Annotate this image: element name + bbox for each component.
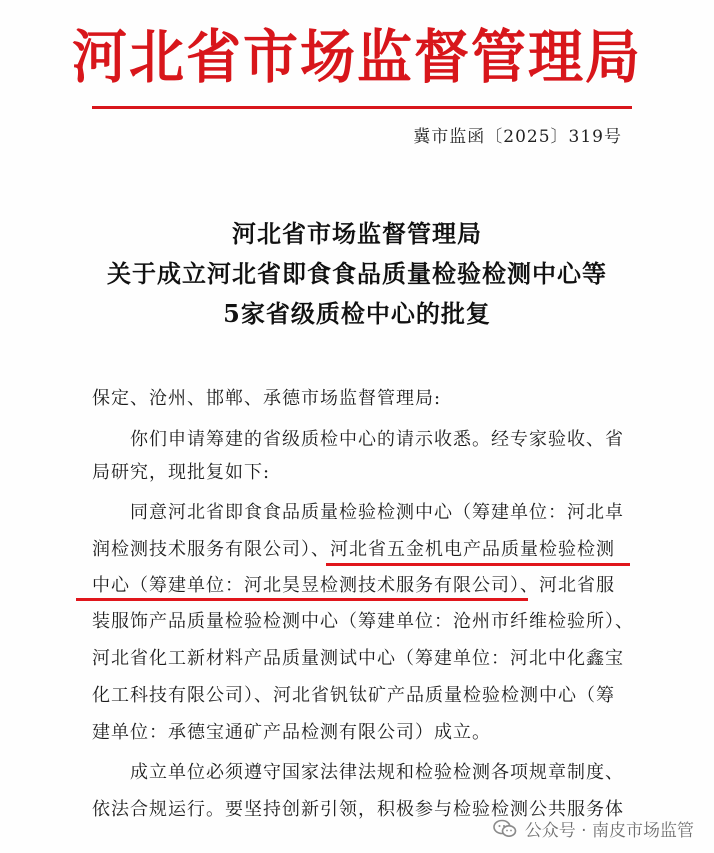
para3-line2: 依法合规运行。要坚持创新引领，积极参与检验检测公共服务体 — [92, 799, 624, 820]
red-underline-2 — [76, 598, 528, 601]
title-line-3: 5家省级质检中心的批复 — [223, 299, 491, 328]
para2-line4: 装服饰产品质量检验检测中心（筹建单位：沧州市纤维检验所）、 — [92, 611, 634, 632]
title-line-1: 河北省市场监督管理局 — [232, 219, 482, 248]
document-number: 冀市监函〔2025〕319号 — [413, 127, 622, 147]
red-underline-1 — [326, 563, 630, 566]
org-header-title: 河北省市场监督管理局 — [71, 22, 642, 91]
document-title — [0, 214, 714, 334]
para2-line5: 河北省化工新材料产品质量测试中心（筹建单位：河北中化鑫宝 — [92, 648, 624, 669]
para1-line1: 你们申请筹建的省级质检中心的请示收悉。经专家验收、省 — [130, 429, 624, 450]
para2-line7: 建单位：承德宝通矿产品检测有限公司）成立。 — [92, 722, 491, 743]
para2-line2 — [92, 535, 632, 561]
para2-line1: 同意河北省即食食品质量检验检测中心（筹建单位：河北卓 — [130, 502, 624, 523]
para2-line6: 化工科技有限公司）、河北省钒钛矿产品质量检验检测中心（筹 — [92, 685, 615, 706]
para2-line3 — [92, 571, 632, 597]
para2-line3-part-b: 、河北省服 — [520, 575, 615, 596]
addressees-line: 保定、沧州、邯郸、承德市场监督管理局: — [92, 388, 442, 409]
para2-line2-part-a: 润检测技术服务有限公司）、 — [92, 539, 330, 560]
watermark — [493, 816, 694, 841]
title-line-2: 关于成立河北省即食食品质量检验检测中心等 — [107, 259, 607, 288]
para3-line1: 成立单位必须遵守国家法律法规和检验检测各项规章制度、 — [130, 762, 624, 783]
wechat-icon — [493, 819, 517, 839]
header-red-rule — [92, 106, 632, 109]
para1-line2: 局研究，现批复如下: — [92, 462, 271, 483]
highlighted-builder-name: 中心（筹建单位：河北昊昱检测技术服务有限公司） — [92, 575, 520, 596]
watermark-text: 公众号 · 南皮市场监管 — [524, 821, 694, 841]
highlighted-center-name: 河北省五金机电产品质量检验检测 — [330, 539, 615, 560]
